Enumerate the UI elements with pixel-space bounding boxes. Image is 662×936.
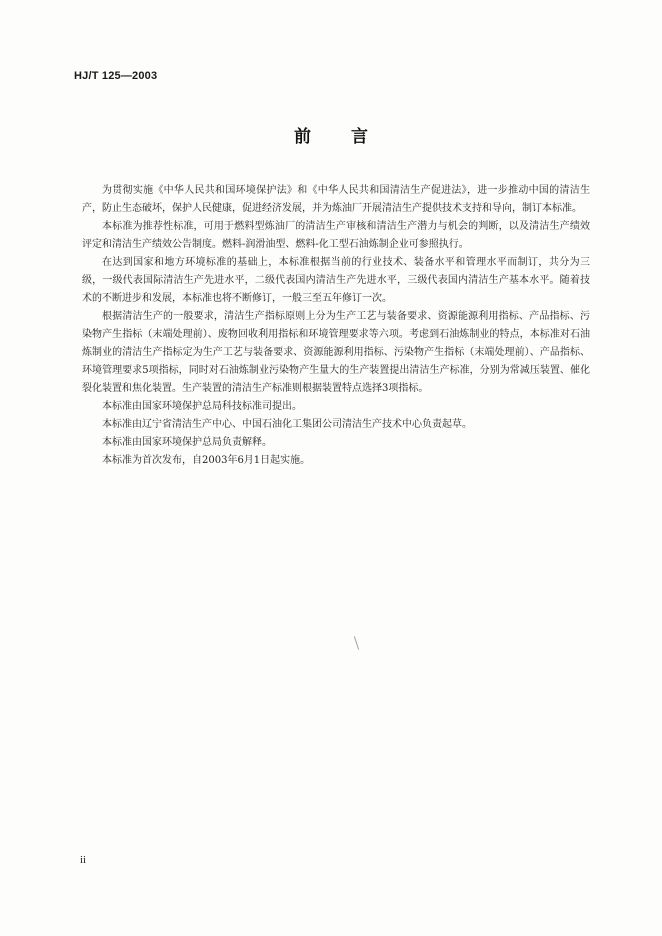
paragraph-interpreter: 本标准由国家环境保护总局负责解释。	[102, 437, 272, 448]
paragraph-scope: 本标准为推荐性标准，可用于燃料型炼油厂的清洁生产审核和清洁生产潜力与机会的判断，以及清洁生产绩效评定和清洁生产绩效公告制度。燃料-润滑油型、燃料-化工型石油炼制企业可参照执行。	[82, 221, 590, 250]
paragraph-levels: 在达到国家和地方环境标准的基础上，本标准根据当前的行业技术、装备水平和管理水平而制订，共分为三级，一级代表国际清洁生产先进水平，二级代表国内清洁生产先进水平，三级代表国内清洁生产基本水平。随着技术的不断进步和发展，本标准也将不断修订，一般三至五年修订一次。	[82, 257, 590, 304]
page-title: 前言	[294, 127, 408, 147]
scan-mark	[354, 636, 359, 650]
paragraph-drafters: 本标准由辽宁省清洁生产中心、中国石油化工集团公司清洁生产技术中心负责起草。	[102, 419, 472, 430]
standard-code: HJ/T 125—2003	[74, 70, 158, 82]
page-number: ii	[80, 854, 87, 866]
paragraph-proposer: 本标准由国家环境保护总局科技标准司提出。	[102, 401, 302, 412]
paragraph-indicators: 根据清洁生产的一般要求，清洁生产指标原则上分为生产工艺与装备要求、资源能源利用指标、产品指标、污染物产生指标（末端处理前）、废物回收利用指标和环境管理要求等六项。考虑到石油炼制业的特点，本标准对石油炼制业的清洁生产指标定为生产工艺与装备要求、资源能源利用指标、污染物产生指标（末端处理前）、产品指标、环境管理要求5项指标，同时对石油炼制业污染物产生量大的生产装置提出清洁生产标准，分别为常减压装置、催化裂化装置和焦化装置。生产装置的清洁生产标准则根据装置特点选择3项指标。	[82, 311, 590, 394]
paragraph-effective-date: 本标准为首次发布，自2003年6月1日起实施。	[102, 455, 311, 466]
foreword-body	[82, 182, 590, 470]
paragraph-purpose: 为贯彻实施《中华人民共和国环境保护法》和《中华人民共和国清洁生产促进法》，进一步推动中国的清洁生产，防止生态破坏，保护人民健康，促进经济发展，并为炼油厂开展清洁生产提供技术支持和导向，制订本标准。	[82, 185, 590, 214]
